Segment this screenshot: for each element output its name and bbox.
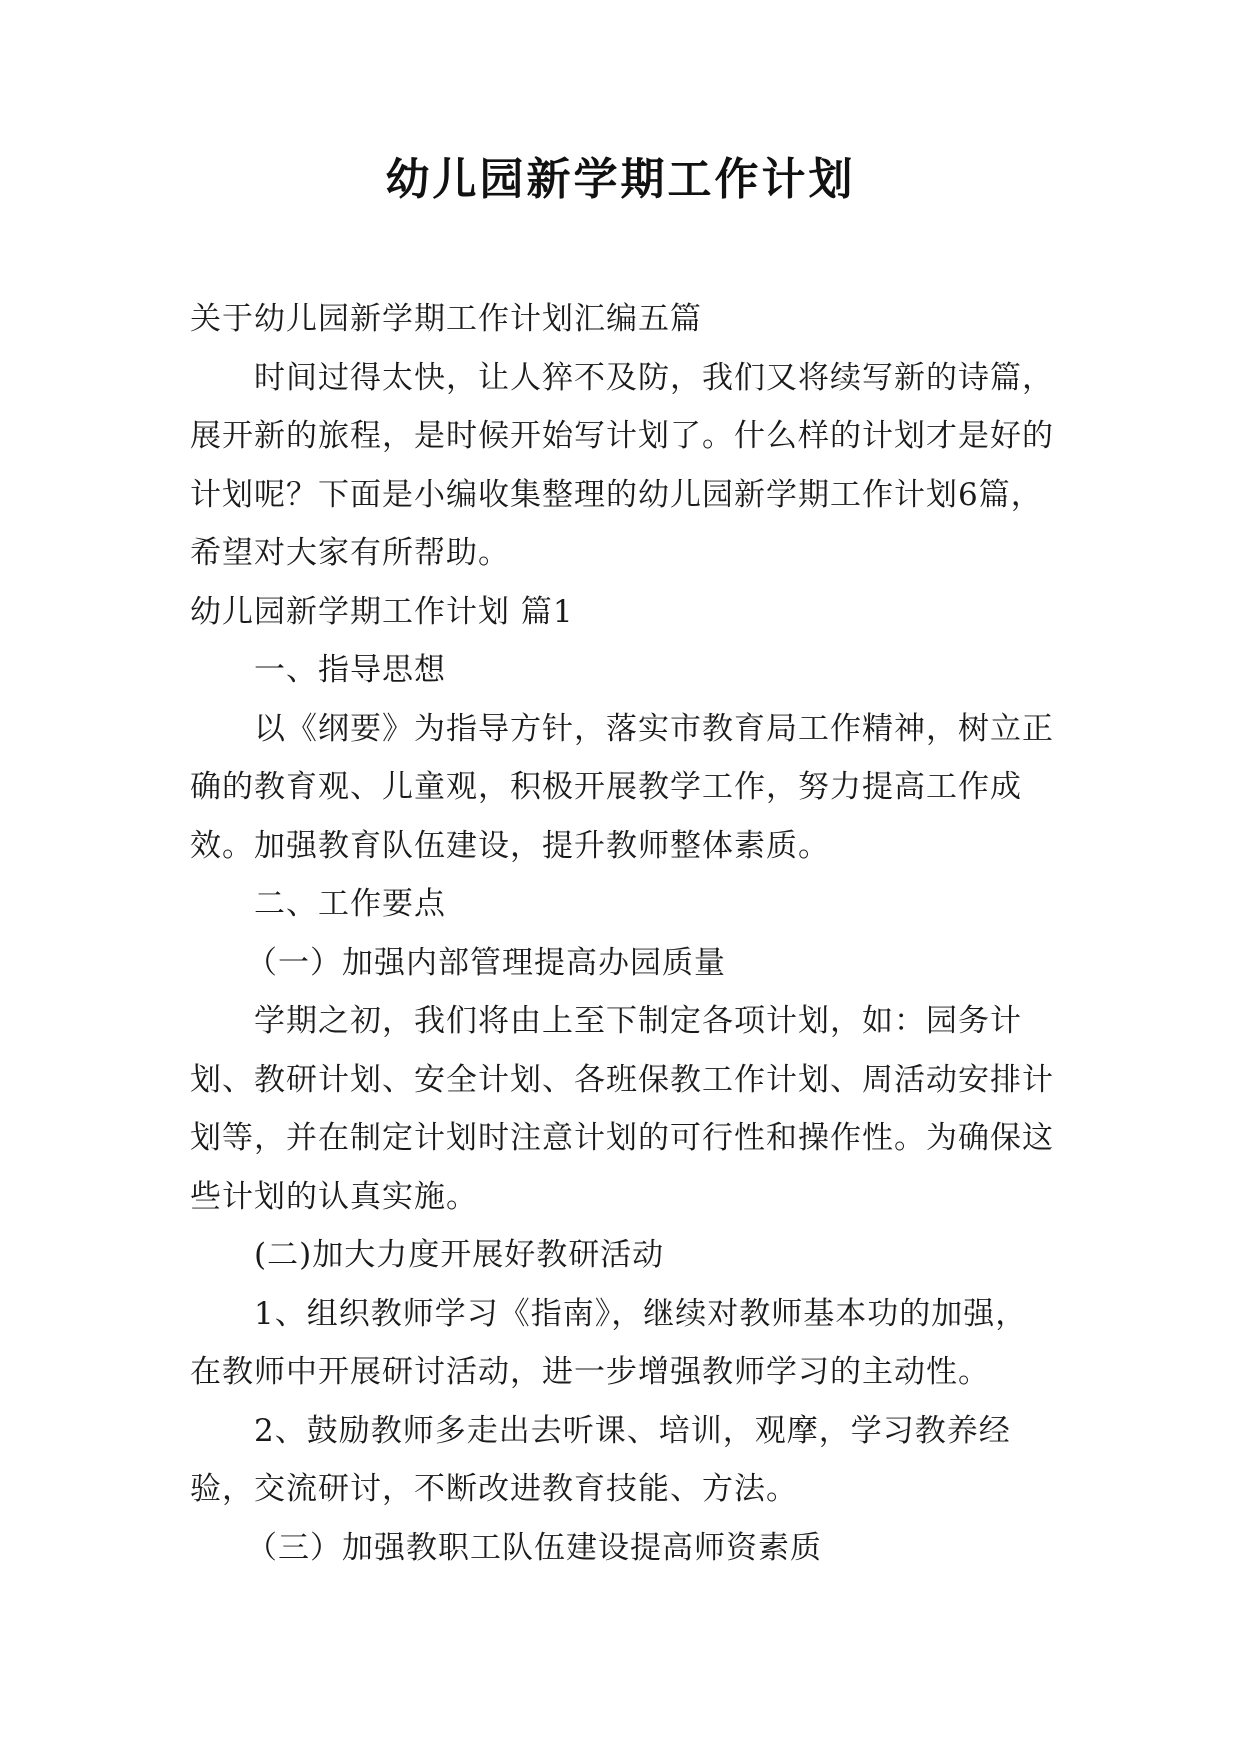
document-title: 幼儿园新学期工作计划 <box>385 154 856 205</box>
collection-heading: 关于幼儿园新学期工作计划汇编五篇 <box>190 301 702 337</box>
subheading-internal-management: （一）加强内部管理提高办园质量 <box>246 944 726 981</box>
section-heading: 幼儿园新学期工作计划 篇1 <box>190 593 574 630</box>
subheading-work-points: 二、工作要点 <box>254 886 446 922</box>
subheading-teaching-research: (二)加大力度开展好教研活动 <box>254 1237 665 1273</box>
subheading-guiding-ideology: 一、指导思想 <box>254 652 446 688</box>
list-item-1: 1、组织教师学习《指南》，继续对教师基本功的加强，在教师中开展研讨活动，进一步增强教师学习的主动性。 <box>190 1295 1028 1390</box>
list-item-2: 2、鼓励教师多走出去听课、培训，观摩，学习教养经验，交流研讨，不断改进教育技能、方法。 <box>190 1412 1011 1507</box>
paragraph-guiding-ideology: 以《纲要》为指导方针，落实市教育局工作精神，树立正确的教育观、儿童观，积极开展教学工作，努力提高工作成效。加强教育队伍建设，提升教师整体素质。 <box>190 710 1054 864</box>
paragraph-internal-management: 学期之初，我们将由上至下制定各项计划，如：园务计划、教研计划、安全计划、各班保教工作计划、周活动安排计划等，并在制定计划时注意计划的可行性和操作性。为确保这些计划的认真实施。 <box>190 1003 1054 1215</box>
subheading-staff-building: （三）加强教职工队伍建设提高师资素质 <box>246 1529 822 1566</box>
intro-paragraph: 时间过得太快，让人猝不及防，我们又将续写新的诗篇，展开新的旅程，是时候开始写计划了。什么样的计划才是好的计划呢？下面是小编收集整理的幼儿园新学期工作计划6篇，希望对大家有所帮助。 <box>190 359 1054 571</box>
document-body <box>190 290 1055 1577</box>
